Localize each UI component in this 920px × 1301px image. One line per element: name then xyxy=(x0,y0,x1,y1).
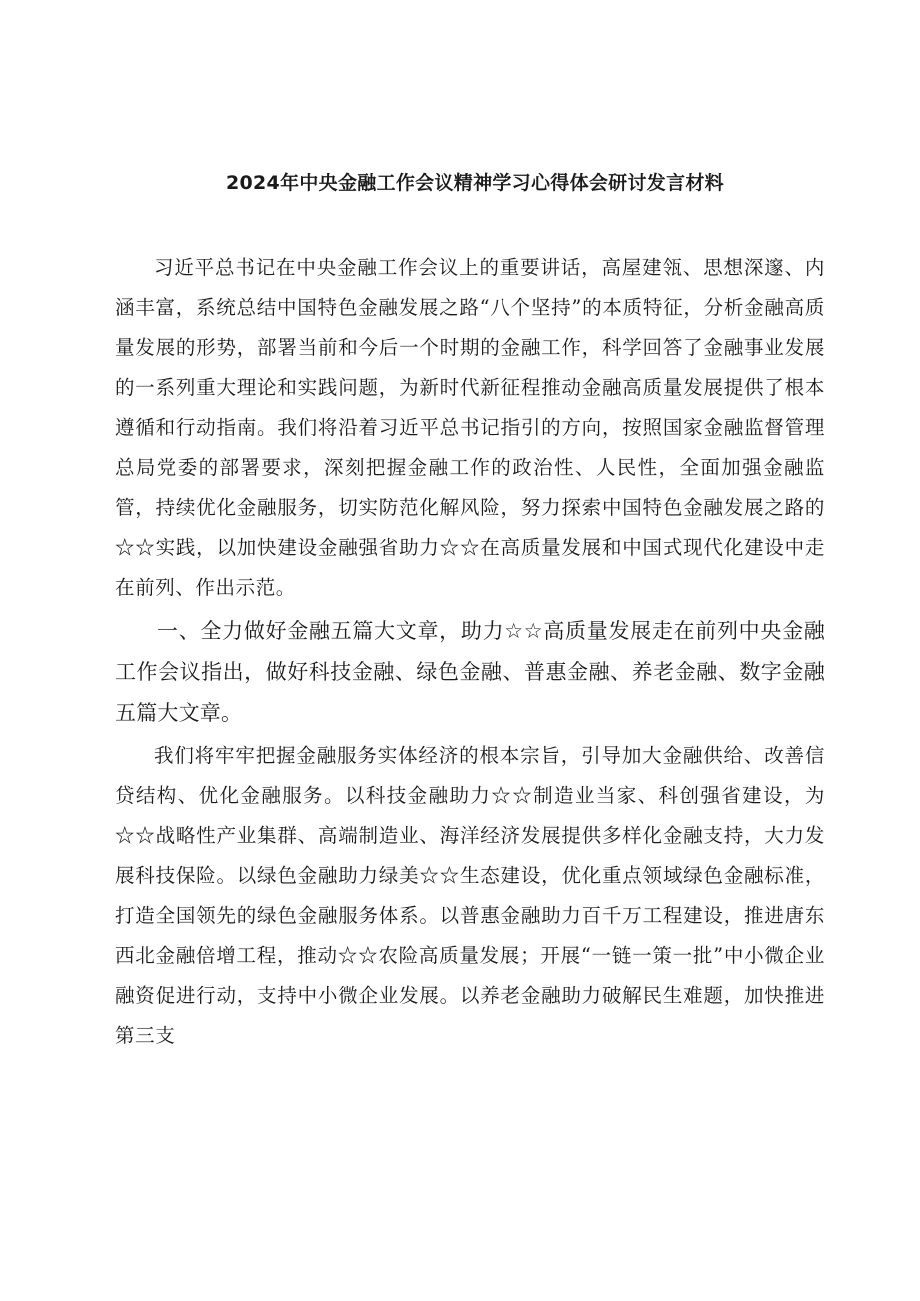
section-heading: 一、全力做好金融五篇大文章，助力☆☆高质量发展走在前列中央金融工作会议指出，做好科技金融、绿色金融、普惠金融、养老金融、数字金融五篇大文章。 xyxy=(115,619,825,725)
document-title: 2024年中央金融工作会议精神学习心得体会研讨发言材料 xyxy=(226,172,724,194)
intro-paragraph: 习近平总书记在中央金融工作会议上的重要讲话，高屋建瓴、思想深邃、内涵丰富，系统总结中国特色金融发展之路“八个坚持”的本质特征，分析金融高质量发展的形势，部署当前和今后一个时期的金融工作，科学回答了金融事业发展的一系列重大理论和实践问题，为新时代新征程推动金融高质量发展提供了根本遵循和行动指南。我们将沿着习近平总书记指引的方向，按照国家金融监督管理总局党委的部署要求，深刻把握金融工作的政治性、人民性，全面加强金融监管，持续优化金融服务，切实防范化解风险，努力探索中国特色金融发展之路的☆☆实践，以加快建设金融强省助力☆☆在高质量发展和中国式现代化建设中走在前列、作出示范。 xyxy=(115,256,825,599)
body-paragraph: 我们将牢牢把握金融服务实体经济的根本宗旨，引导加大金融供给、改善信贷结构、优化金融服务。以科技金融助力☆☆制造业当家、科创强省建设，为☆☆战略性产业集群、高端制造业、海洋经济发展提供多样化金融支持，大力发展科技保险。以绿色金融助力绿美☆☆生态建设，优化重点领域绿色金融标准，打造全国领先的绿色金融服务体系。以普惠金融助力百千万工程建设，推进唐东西北金融倍增工程，推动☆☆农险高质量发展；开展“一链一策一批”中小微企业融资促进行动，支持中小微企业发展。以养老金融助力破解民生难题，加快推进第三支 xyxy=(115,744,825,1047)
